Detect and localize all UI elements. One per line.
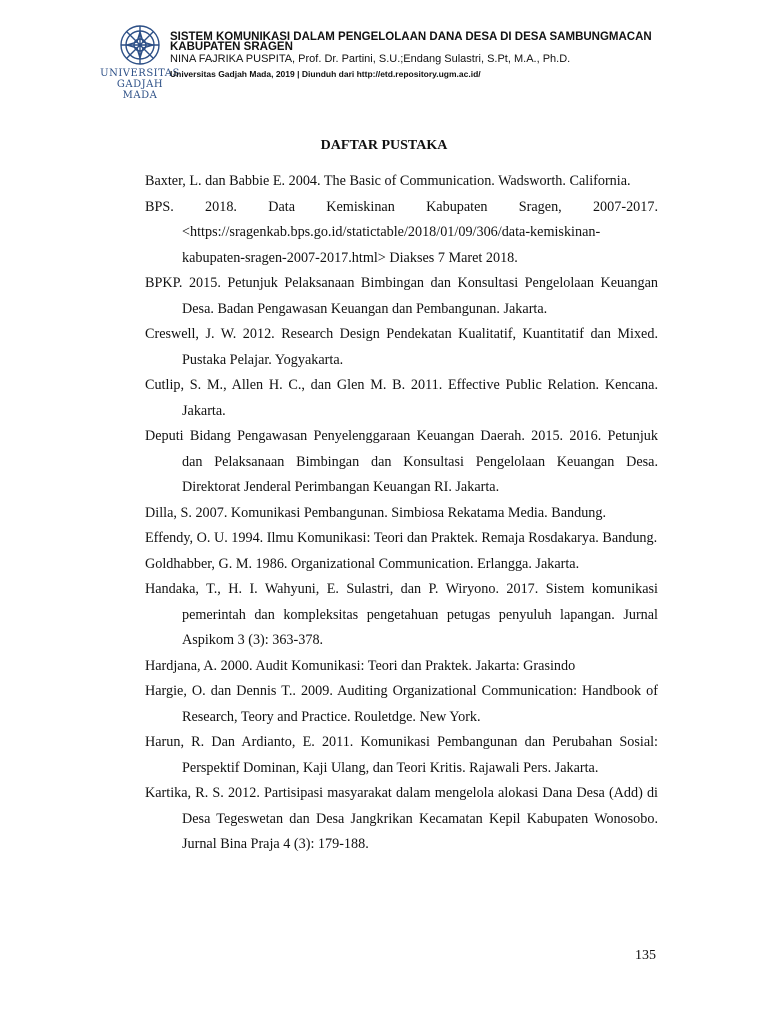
reference-entry: Deputi Bidang Pengawasan Penyelenggaraan Keuangan Daerah. 2015. 2016. Petunjuk dan Pelaksanaan Bimbingan dan Konsultasi Pengelolaan Keuangan Desa. Direktorat Jenderal Perimbangan Keuangan RI. Jakarta. [145,428,658,495]
reference-entry: Hardjana, A. 2000. Audit Komunikasi: Teori dan Praktek. Jakarta: Grasindo [145,657,576,674]
page-number: 135 [635,948,656,963]
thesis-title-line2: KABUPATEN SRAGEN [170,41,293,53]
reference-entry: Creswell, J. W. 2012. Research Design Pendekatan Kualitatif, Kuantitatif dan Mixed. Pustaka Pelajar. Yogyakarta. [145,326,658,368]
reference-entry: BPS. 2018. Data Kemiskinan Kabupaten Sragen, 2007-2017. <https://sragenkab.bps.go.id/statictable/2018/01/09/306/data-kemiskinan-kabupaten-sragen-2007-2017.html> Diakses 7 Maret 2018. [145,198,658,266]
ugm-seal-icon [112,24,168,68]
header-text [170,32,730,80]
reference-entry: Hargie, O. dan Dennis T.. 2009. Auditing Organizational Communication: Handbook of Research, Teory and Practice. Rouletdge. New York. [145,683,658,725]
reference-entry: Dilla, S. 2007. Komunikasi Pembangunan. Simbiosa Rekatama Media. Bandung. [145,504,607,521]
document-header [100,24,720,101]
reference-entry: Goldhabber, G. M. 1986. Organizational Communication. Erlangga. Jakarta. [145,555,580,572]
reference-list [145,169,658,858]
thesis-source: Universitas Gadjah Mada, 2019 | Diunduh dari http://etd.repository.ugm.ac.id/ [170,69,481,79]
logo-text-line2: GADJAH MADA [116,79,164,101]
university-logo [100,24,180,101]
reference-entry: Baxter, L. dan Babbie E. 2004. The Basic of Communication. Wadsworth. California. [145,173,631,189]
reference-entry: Effendy, O. U. 1994. Ilmu Komunikasi: Teori dan Praktek. Remaja Rosdakarya. Bandung. [145,530,658,546]
thesis-authors: NINA FAJRIKA PUSPITA, Prof. Dr. Partini, S.U.;Endang Sulastri, S.Pt, M.A., Ph.D. [170,53,571,65]
section-heading: DAFTAR PUSTAKA [320,138,448,153]
thesis-title-line1: SISTEM KOMUNIKASI DALAM PENGELOLAAN DANA DESA DI DESA SAMBUNGMACAN [170,31,652,43]
reference-entry: Cutlip, S. M., Allen H. C., dan Glen M. B. 2011. Effective Public Relation. Kencana. Jakarta. [145,377,658,419]
reference-entry: Handaka, T., H. I. Wahyuni, E. Sulastri, dan P. Wiryono. 2017. Sistem komunikasi pemerintah dan kompleksitas pengetahuan petugas penyuluh lapangan. Jurnal Aspikom 3 (3): 363-378. [145,581,658,648]
logo-text-line1: UNIVERSITAS [100,68,180,79]
reference-entry: Harun, R. Dan Ardianto, E. 2011. Komunikasi Pembangunan dan Perubahan Sosial: Perspektif Dominan, Kaji Ulang, dan Teori Kritis. Rajawali Pers. Jakarta. [145,734,658,776]
reference-entry: BPKP. 2015. Petunjuk Pelaksanaan Bimbingan dan Konsultasi Pengelolaan Keuangan Desa. Badan Pengawasan Keuangan dan Pembangunan. Jakarta. [145,275,658,317]
reference-entry: Kartika, R. S. 2012. Partisipasi masyarakat dalam mengelola alokasi Dana Desa (Add) di Desa Tegeswetan dan Desa Jangkrikan Kecamatan Kepil Kabupaten Wonosobo. Jurnal Bina Praja 4 (3): 179-188. [145,785,658,852]
